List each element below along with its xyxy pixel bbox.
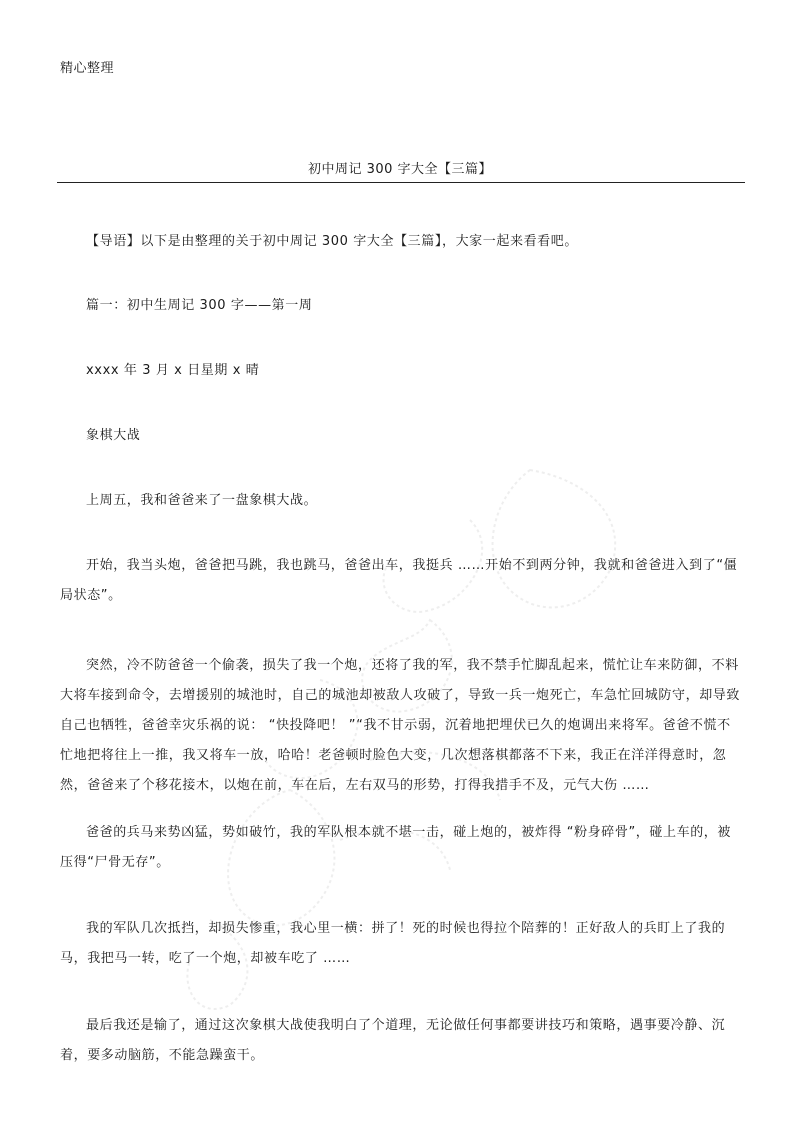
page-header-label: 精心整理 (60, 61, 115, 76)
body-paragraph: 开始，我当头炮，爸爸把马跳，我也跳马，爸爸出车，我挺兵 ……开始不到两分钟，我就和爸爸进入到了“僵局状态”。 (60, 558, 738, 603)
date-line: xxxx 年 3 月 x 日星期 x 晴 (86, 363, 260, 378)
body-paragraph: 我的军队几次抵挡，却损失惨重，我心里一横：拼了！死的时候也得拉个陪葬的！正好敌人的兵盯上了我的马，我把马一转，吃了一个炮，却被车吃了 …… (60, 921, 726, 966)
intro-paragraph: 【导语】以下是由整理的关于初中周记 300 字大全【三篇】，大家一起来看看吧。 (86, 234, 578, 249)
body-paragraph: 最后我还是输了，通过这次象棋大战使我明白了个道理，无论做任何事都要讲技巧和策略，遇事要冷静、沉着，要多动脑筋，不能急躁蛮干。 (60, 1018, 726, 1063)
body-paragraph: 爸爸的兵马来势凶猛，势如破竹，我的军队根本就不堪一击，碰上炮的，被炸得 “粉身碎骨”，碰上车的，被压得“尸骨无存”。 (60, 825, 732, 870)
title-divider (57, 182, 745, 183)
body-paragraph: 突然，冷不防爸爸一个偷袭，损失了我一个炮，还将了我的军，我不禁手忙脚乱起来，慌忙让车来防御，不料大将车接到命令，去增援别的城池时，自己的城池却被敌人攻破了，导致一兵一炮死亡，车急忙回城防守，却导致自己也牺牲，爸爸幸灾乐祸的说： “快投降吧！ ”“我不甘示弱，沉着地把埋伏已久的炮调出来将军。爸爸不慌不忙地把将往上一推，我又将车一放，哈哈！老爸顿时脸色大变，几次想落棋都落不下来，我正在洋洋得意时，忽然，爸爸来了个移花接木，以炮在前，车在后，左右双马的形势，打得我措手不及，元气大伤 …… (60, 658, 741, 793)
essay-title: 象棋大战 (86, 428, 141, 443)
body-paragraph: 上周五，我和爸爸来了一盘象棋大战。 (86, 493, 318, 508)
section-heading: 篇一：初中生周记 300 字——第一周 (86, 298, 313, 313)
document-title: 初中周记 300 字大全【三篇】 (307, 162, 493, 177)
